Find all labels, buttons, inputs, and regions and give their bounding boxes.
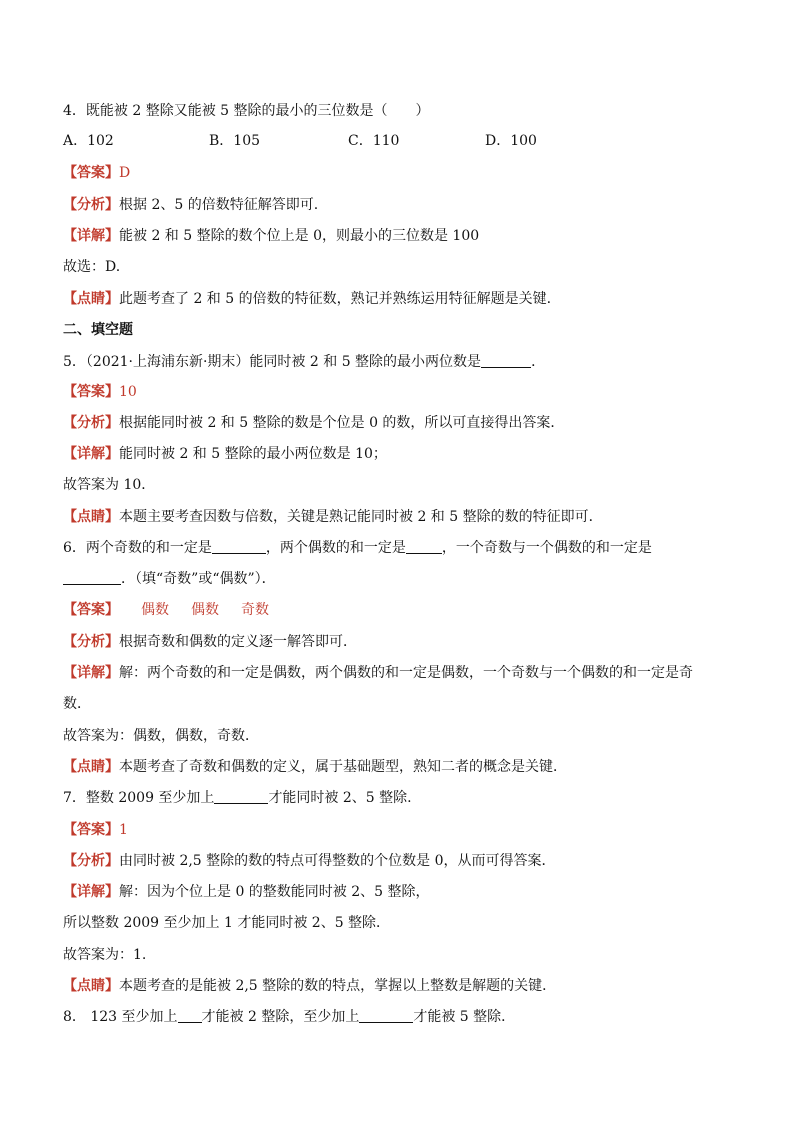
- answer-tag: 【答案】: [63, 384, 119, 400]
- q5-comment-row: [63, 507, 603, 527]
- section-title: 二、填空题: [63, 322, 133, 338]
- q6-blank-3[interactable]: [63, 570, 121, 585]
- q4-analysis: 根据 2、5 的倍数特征解答即可.: [119, 197, 319, 213]
- q6-detail-row: [63, 663, 693, 683]
- q4-comment-row: [63, 289, 551, 309]
- q6-detail-1: 解：两个奇数的和一定是偶数，两个偶数的和一定是偶数，一个奇数与一个偶数的和一定是奇: [119, 665, 693, 681]
- q6-blank-1[interactable]: [212, 539, 266, 554]
- q6-answer-1: 偶数: [141, 602, 169, 618]
- q8-stem-a: 8． 123 至少加上: [63, 1009, 178, 1025]
- q7-stem: [63, 788, 412, 808]
- q7-comment-row: [63, 976, 556, 996]
- analysis-tag: 【分析】: [63, 634, 119, 650]
- q7-detail-row: [63, 882, 430, 902]
- answer-tag: 【答案】: [63, 822, 119, 838]
- q7-answer-row: [63, 820, 128, 840]
- q4-answer-row: [63, 163, 130, 183]
- q5-blank[interactable]: [481, 353, 531, 368]
- q6-stem-a: 6．两个奇数的和一定是: [63, 540, 212, 556]
- answer-tag: 【答案】: [63, 602, 119, 618]
- q7-stem-post: 才能同时被 2、5 整除.: [268, 790, 412, 806]
- q5-answer: 10: [119, 384, 137, 400]
- q4-detail-row: [63, 226, 479, 246]
- q7-stem-pre: 7．整数 2009 至少加上: [63, 790, 215, 806]
- q8-stem-b: 才能被 2 整除，至少加上: [201, 1009, 360, 1025]
- q6-stem-line1: [63, 538, 652, 558]
- comment-tag: 【点睛】: [63, 759, 119, 775]
- answer-tag: 【答案】: [63, 165, 119, 181]
- q6-stem-b: ，两个偶数的和一定是: [265, 540, 406, 556]
- q4-option-c: C．110: [348, 133, 400, 149]
- q4-stem: 4．既能被 2 整除又能被 5 整除的最小的三位数是（ ）: [63, 103, 430, 119]
- q7-detail-1: 解：因为个位上是 0 的整数能同时被 2、5 整除，: [119, 884, 430, 900]
- q4-analysis-row: [63, 195, 318, 215]
- analysis-tag: 【分析】: [63, 415, 119, 431]
- q6-conclusion: 故答案为：偶数，偶数，奇数．: [63, 728, 259, 744]
- q6-answer-row: [63, 600, 269, 620]
- q8-blank-2[interactable]: [359, 1008, 413, 1023]
- q4-option-b: B．105: [209, 133, 261, 149]
- q5-detail-row: [63, 444, 387, 464]
- q6-analysis-row: [63, 632, 357, 652]
- q7-analysis: 由同时被 2,5 整除的数的特点可得整数的个位数是 0，从而可得答案．: [119, 853, 556, 869]
- q4-comment: 此题考查了 2 和 5 的倍数的特征数，熟记并熟练运用特征解题是关键.: [119, 291, 552, 307]
- analysis-tag: 【分析】: [63, 197, 119, 213]
- comment-tag: 【点睛】: [63, 509, 119, 525]
- analysis-tag: 【分析】: [63, 853, 119, 869]
- q5-conclusion: 故答案为 10．: [63, 477, 156, 493]
- detail-tag: 【详解】: [63, 665, 119, 681]
- q5-comment: 本题主要考查因数与倍数，关键是熟记能同时被 2 和 5 整除的数的特征即可．: [119, 509, 603, 525]
- q4-answer: D: [119, 165, 131, 181]
- detail-tag: 【详解】: [63, 446, 119, 462]
- q7-conclusion: 故答案为：1.: [63, 947, 147, 963]
- q5-detail: 能同时被 2 和 5 整除的最小两位数是 10；: [119, 446, 387, 462]
- q4-detail: 能被 2 和 5 整除的数个位上是 0，则最小的三位数是 100: [119, 228, 480, 244]
- q4-choice: 故选：D.: [63, 259, 121, 275]
- q4-option-a: A．102: [63, 133, 114, 149]
- q4-options: [63, 131, 663, 151]
- q7-answer: 1: [119, 822, 128, 838]
- q5-stem-pre: 5．（2021·上海浦东新·期末）能同时被 2 和 5 整除的最小两位数是: [63, 354, 482, 370]
- q6-stem-c: ，一个奇数与一个偶数的和一定是: [441, 540, 652, 556]
- q6-stem-line2: [63, 569, 276, 589]
- q7-analysis-row: [63, 851, 556, 871]
- q6-stem-d: ．（填“奇数”或“偶数”）．: [121, 571, 276, 587]
- q6-answer-2: 偶数: [191, 602, 219, 618]
- q7-blank[interactable]: [214, 789, 268, 804]
- q5-analysis: 根据能同时被 2 和 5 整除的数是个位是 0 的数，所以可直接得出答案．: [119, 415, 565, 431]
- q5-stem: [63, 352, 545, 372]
- q8-stem-c: 才能被 5 整除．: [413, 1009, 516, 1025]
- comment-tag: 【点睛】: [63, 978, 119, 994]
- q5-answer-row: [63, 382, 137, 402]
- q7-detail-2: 所以整数 2009 至少加上 1 才能同时被 2、5 整除．: [63, 915, 391, 931]
- q5-analysis-row: [63, 413, 564, 433]
- q7-comment: 本题考查的是能被 2,5 整除的数的特点，掌握以上整数是解题的关键．: [119, 978, 557, 994]
- q6-detail-2: 数．: [63, 696, 91, 712]
- q6-blank-2[interactable]: [406, 539, 442, 554]
- q6-answer-3: 奇数: [241, 602, 269, 618]
- q6-comment: 本题考查了奇数和偶数的定义，属于基础题型，熟知二者的概念是关键．: [119, 759, 567, 775]
- q5-stem-post: ．: [531, 354, 546, 370]
- q4-option-d: D．100: [485, 133, 537, 149]
- detail-tag: 【详解】: [63, 228, 119, 244]
- q6-analysis: 根据奇数和偶数的定义逐一解答即可．: [119, 634, 357, 650]
- q6-comment-row: [63, 757, 567, 777]
- comment-tag: 【点睛】: [63, 291, 119, 307]
- detail-tag: 【详解】: [63, 884, 119, 900]
- q8-stem: [63, 1007, 515, 1027]
- q8-blank-1[interactable]: [178, 1008, 202, 1023]
